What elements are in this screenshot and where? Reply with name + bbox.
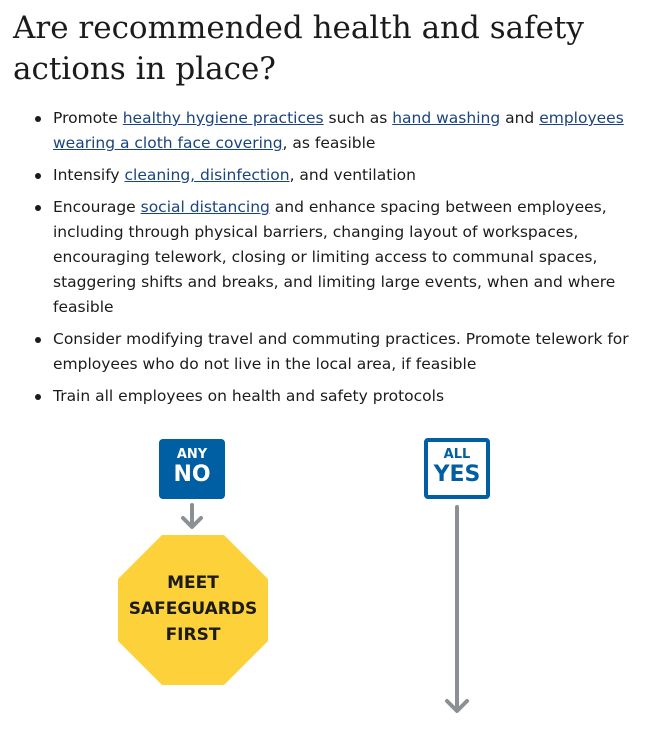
list-item-text: Encourage (53, 198, 141, 216)
list-item-text: and enhance spacing between employees, including through physical barriers, changing layout of workspaces, encouraging telework, closing or limiting access to communal spaces, staggering shifts and breaks, and limiting large events, when and where feasible (53, 198, 616, 316)
any-no-badge-bottom: NO (173, 462, 211, 487)
no-arrow-icon (183, 505, 201, 527)
page-title: Are recommended health and safety actions in place? (13, 10, 584, 87)
yes-arrow-icon (447, 507, 467, 711)
inline-link[interactable]: healthy hygiene practices (122, 109, 324, 127)
stop-sign-line-3: FIRST (165, 625, 221, 645)
inline-link[interactable]: cleaning, disinfection (124, 166, 290, 184)
stop-sign-line-1: MEET (167, 573, 219, 593)
list-item-text: Consider modifying travel and commuting practices. Promote telework for employees who do not live in the local area, if feasible (53, 330, 629, 373)
list-item-text: Intensify (53, 166, 125, 184)
stop-sign-text (118, 570, 268, 648)
list-item-text: such as (323, 109, 393, 127)
stop-sign-line-2: SAFEGUARDS (128, 599, 258, 619)
inline-link[interactable]: hand washing (392, 109, 501, 127)
all-yes-badge-bottom: YES (433, 462, 481, 487)
all-yes-badge-top: ALL (443, 447, 471, 462)
list-item-text: Train all employees on health and safety protocols (53, 387, 445, 405)
inline-link[interactable]: employees wearing a cloth face covering (53, 109, 624, 152)
any-no-badge-top: ANY (176, 447, 208, 462)
list-item-text: , as feasible (282, 134, 376, 152)
list-item-text: Promote (53, 109, 123, 127)
list-item-text: , and ventilation (289, 166, 416, 184)
list-item-text: and (500, 109, 540, 127)
inline-link[interactable]: social distancing (140, 198, 270, 216)
